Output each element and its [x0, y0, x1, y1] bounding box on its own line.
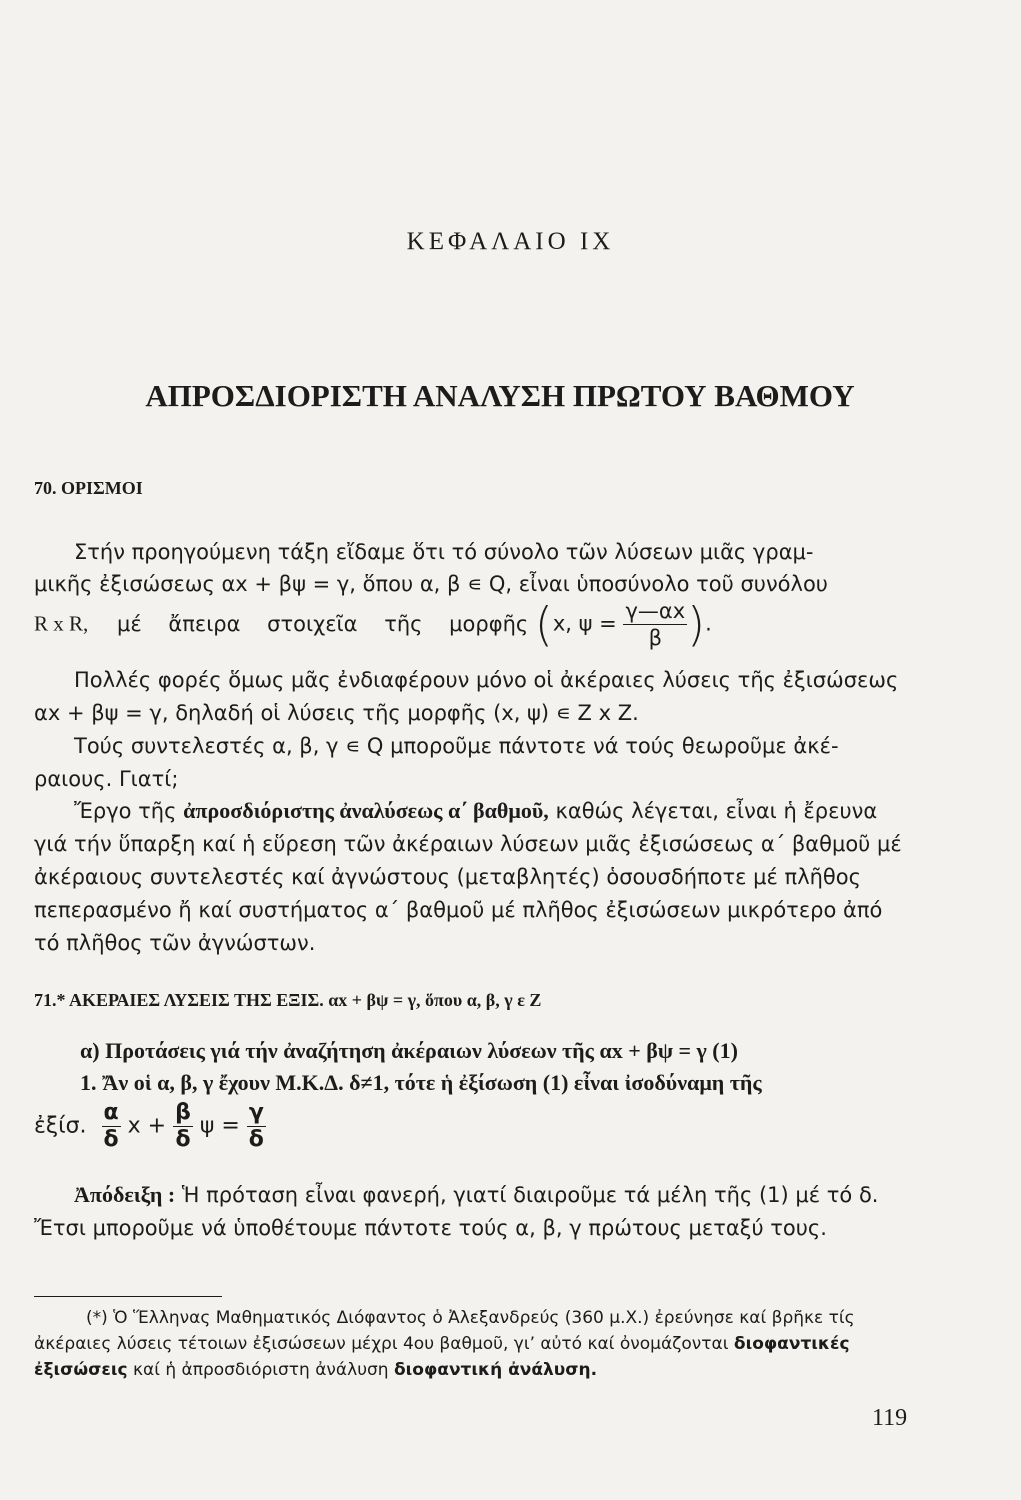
eq-frac-g-num: γ — [248, 1100, 264, 1125]
chapter-title: ΑΠΡΟΣΔΙΟΡΙΣΤΗ ΑΝΑΛΥΣΗ ΠΡΩΤΟΥ ΒΑΘΜΟΥ — [145, 378, 855, 413]
proof — [34, 1178, 914, 1245]
eq-frac-g — [247, 1100, 266, 1153]
formula-pair: x, ψ = — [552, 611, 617, 636]
word-me: μέ — [116, 611, 142, 636]
equation-line — [34, 1100, 266, 1153]
footnote-bold2: διοφαντική ἀνάλυση. — [393, 1360, 598, 1380]
eq-frac-b-num: β — [175, 1100, 191, 1125]
eq-frac-b-den: δ — [175, 1127, 191, 1152]
eq-frac-g-den: δ — [248, 1127, 264, 1152]
eq-x: x + — [127, 1113, 167, 1139]
chapter-heading: ΚΕΦΑΛΑΙΟ ΙΧ — [406, 228, 615, 255]
para4-bold: ἀπροσδιόριστης ἀναλύσεως α΄ βαθμοῦ, — [183, 798, 549, 823]
formula-numerator: γ—αx — [625, 599, 686, 623]
eq-frac-b — [173, 1100, 193, 1153]
footnote-start: (*) Ὁ Ἕλληνας Μαθηματικός Διόφαντος ὁ Ἀλεξανδρεύς (360 μ.Χ.) ἐρεύνησε καί βρῆκε τίς ἀκέραιες λύσεις τέτοιων ἐξισώσεων μέχρι 4ου βαθμοῦ, γι’ αὐτό καί ὀνομάζονται — [34, 1308, 855, 1354]
word-stoixeia: στοιχεῖα — [267, 611, 358, 636]
left-paren: ( — [534, 597, 553, 652]
proposition-1: 1. Ἄν οἱ α, β, γ ἔχουν Μ.Κ.Δ. δ≠1, τότε ἡ ἐξίσωση (1) εἶναι ἰσοδύναμη τῆς — [80, 1070, 762, 1095]
para1-line1: Στήν προηγούμενη τάξη εἴδαμε ὅτι τό σύνολο τῶν λύσεων μιᾶς γραμ- — [74, 540, 814, 564]
word-morfis: μορφῆς — [449, 611, 529, 636]
proof-text: Ἡ πρόταση εἶναι φανερή, γιατί διαιροῦμε τά μέλη τῆς (1) μέ τό δ. Ἔτσι μποροῦμε νά ὑποθέτουμε πάντοτε τούς α, β, γ πρώτους μεταξύ τους. — [34, 1183, 879, 1240]
para1-line3 — [34, 598, 914, 651]
para4-rest: καθώς λέγεται, εἶναι ἡ ἔρευνα γιά τήν ὕπαρξη καί ἡ εὕρεση τῶν ἀκέραιων λύσεων μιᾶς ἐξισώσεως α΄ βαθμοῦ μέ ἀκέραιους συντελεστές καί ἀγνώστους (μεταβλητές) ὁσουσδήποτε μέ πλῆθος πεπερασμένο ἤ καί συστήματος α΄ βαθμοῦ μέ πλῆθος ἐξισώσεων μικρότερο ἀπό τό πλῆθος τῶν ἀγνώστων. — [34, 799, 902, 955]
footnote-rule — [34, 1296, 222, 1297]
subheading-alpha: α) Προτάσεις γιά τήν ἀναζήτηση ἀκέραιων λύσεων τῆς αx + βψ = γ (1) — [80, 1038, 738, 1063]
para2: Πολλές φορές ὅμως μᾶς ἐνδιαφέρουν μόνο οἱ ἀκέραιες λύσεις τῆς ἐξισώσεως αx + βψ = γ, δηλαδή οἱ λύσεις τῆς μορφῆς (x, ψ) ∊ Z x Z. — [34, 668, 899, 725]
section-70-heading: 70. ΟΡΙΣΜΟΙ — [34, 478, 143, 498]
para4-start: Ἔργο τῆς — [74, 799, 177, 823]
proof-label: Ἀπόδειξη : — [74, 1182, 176, 1207]
eq-frac-a-den: δ — [103, 1127, 119, 1152]
formula-fraction — [623, 598, 687, 651]
footnote-mid: καί ἡ ἀπροσδιόριστη ἀνάλυση — [132, 1360, 389, 1380]
section-71-heading: 71.* ΑΚΕΡΑΙΕΣ ΛΥΣΕΙΣ ΤΗΣ ΕΞΙΣ. αx + βψ = γ, ὅπου α, β, γ ε Z — [34, 990, 542, 1010]
formula-denominator: β — [648, 626, 662, 650]
footnote — [34, 1305, 914, 1383]
right-paren: ) — [687, 597, 706, 652]
footnote-bold1: διοφαντικές ἐξισώσεις — [34, 1334, 850, 1380]
eq-frac-a-num: α — [103, 1100, 119, 1125]
eq-prefix: ἐξίσ. — [34, 1113, 87, 1139]
eq-frac-a — [102, 1100, 121, 1153]
word-tis: τῆς — [384, 611, 423, 636]
para3: Τούς συντελεστές α, β, γ ∊ Q μποροῦμε πάντοτε νά τούς θεωροῦμε ἀκέ-ραιους. Γιατί; — [34, 734, 839, 791]
formula-end: . — [705, 611, 712, 636]
para4 — [34, 794, 914, 960]
eq-psi: ψ = — [199, 1113, 240, 1139]
para1-line2: μικῆς ἐξισώσεως αx + βψ = γ, ὅπου α, β ∊ Q, εἶναι ὑποσύνολο τοῦ συνόλου — [34, 572, 828, 596]
word-apeira: ἄπειρα — [168, 611, 241, 636]
page-number: 119 — [872, 1405, 908, 1431]
set-rxr: R x R, — [34, 611, 89, 636]
